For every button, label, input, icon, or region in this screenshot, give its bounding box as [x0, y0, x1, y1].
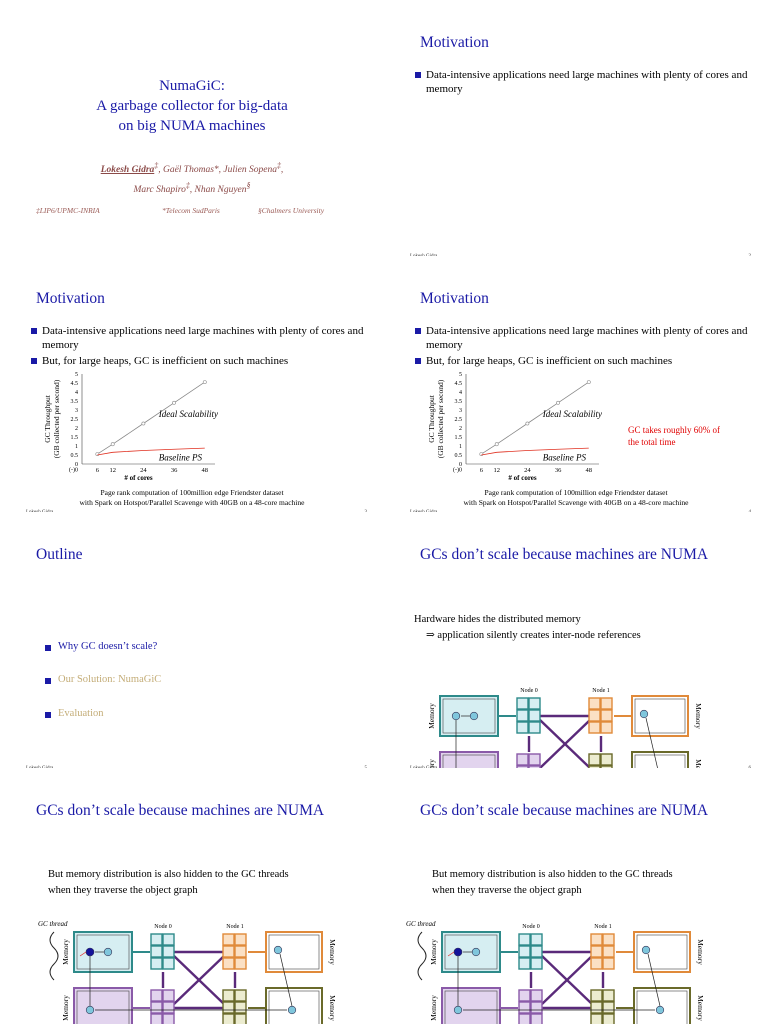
cpu-core: [519, 1002, 530, 1013]
y-tick-label: 0: [75, 462, 78, 468]
gc-throughput-chart: [404, 368, 624, 486]
bullet-item: But, for large heaps, GC is inefficient on such machines: [414, 354, 754, 368]
x-tick-label: 12: [493, 467, 500, 474]
numa-diagram: [404, 916, 724, 1024]
memory-label: Memory: [694, 703, 703, 729]
x-tick-label: 36: [170, 467, 178, 474]
cpu-core: [591, 1014, 602, 1024]
cpu-core: [223, 934, 234, 945]
x-tick-label: 48: [585, 467, 593, 474]
cpu-grid: [151, 934, 174, 969]
cpu-core: [517, 722, 528, 733]
cpu-core: [235, 958, 246, 969]
slide-title: GCs don’t scale because machines are NUMA: [36, 802, 325, 819]
y-tick-label: (-)0: [69, 467, 78, 474]
paper-title: NumaGiC: A garbage collector for big-data on big NUMA machines: [96, 78, 288, 134]
bullet-item: Data-intensive applications need large machines with plenty of cores and memory: [414, 68, 754, 96]
y-tick-label: 4: [459, 390, 462, 396]
gc-thread-squiggle: [50, 932, 58, 980]
memory-label: Memory: [696, 995, 705, 1021]
x-tick-label: 24: [140, 467, 147, 474]
memory-box: [634, 932, 690, 972]
slide-6: [384, 512, 768, 785]
cpu-core: [223, 946, 234, 957]
memory-label: Memory: [328, 939, 337, 965]
cpu-core: [519, 958, 530, 969]
y-tick-label: 1: [459, 444, 462, 450]
cpu-core: [163, 958, 174, 969]
cpu-core: [591, 946, 602, 957]
lead-author: Lokesh Gidra: [100, 165, 155, 176]
memory-label: Memory: [694, 759, 703, 785]
memory-box: [440, 752, 498, 768]
bullet-item: But, for large heaps, GC is inefficient on such machines: [30, 354, 370, 368]
heap-object: [104, 948, 112, 956]
y-tick-label: 3: [459, 408, 462, 414]
y-tick-label: 3.5: [454, 399, 462, 405]
cpu-grid: [591, 934, 614, 969]
y-tick-label: 3.5: [70, 399, 78, 405]
cpu-core: [601, 722, 612, 733]
node-label: Node 0: [520, 688, 538, 694]
slide-text: But memory distribution is also hidden to the GC threads when they traverse the object graph: [48, 869, 289, 896]
heap-object: [452, 712, 460, 720]
cpu-core: [591, 958, 602, 969]
memory-box: [442, 988, 500, 1024]
y-tick-label: 1.5: [454, 435, 462, 441]
slide-title: Motivation: [420, 290, 489, 307]
bullet-list: [30, 324, 370, 370]
memory-box: [266, 988, 322, 1024]
cpu-core: [589, 710, 600, 721]
bullet-item: Data-intensive applications need large machines with plenty of cores and memory: [414, 324, 754, 352]
node-label: Node 0: [522, 924, 540, 930]
x-axis-label: # of cores: [124, 474, 153, 482]
memory-label: Memory: [328, 995, 337, 1021]
slide-1: [0, 0, 384, 256]
y-tick-label: 4.5: [70, 381, 78, 387]
cpu-core: [517, 698, 528, 709]
y-tick-label: 4: [75, 390, 78, 396]
cpu-core: [223, 1002, 234, 1013]
ideal-point: [111, 443, 114, 446]
ideal-point: [203, 381, 206, 384]
memory-label: Memory: [427, 703, 436, 729]
memory-box: [632, 752, 688, 768]
memory-label: Memory: [696, 939, 705, 965]
y-tick-label: 1.5: [70, 435, 78, 441]
cpu-core: [235, 934, 246, 945]
x-tick-label: 48: [201, 467, 209, 474]
cpu-core: [529, 710, 540, 721]
cpu-core: [529, 698, 540, 709]
cpu-core: [529, 722, 540, 733]
bullet-list: [414, 68, 754, 98]
y-tick-label: 0.5: [454, 453, 462, 459]
cpu-core: [151, 946, 162, 957]
cpu-core: [235, 1014, 246, 1024]
outline-item-solution: Our Solution: NumaGiC: [46, 674, 161, 685]
cpu-core: [601, 754, 612, 765]
ideal-point: [526, 422, 529, 425]
cpu-core: [163, 1002, 174, 1013]
cpu-core: [603, 990, 614, 1001]
gc-time-note: GC takes roughly 60% of the total time: [628, 425, 720, 447]
cpu-core: [531, 1014, 542, 1024]
cpu-core: [589, 698, 600, 709]
cpu-core: [603, 1014, 614, 1024]
cpu-core: [591, 1002, 602, 1013]
slide-4: [384, 256, 768, 512]
memory-box: [634, 988, 690, 1024]
gc-thread-label: GC thread: [38, 920, 68, 928]
heap-object: [640, 710, 648, 718]
author-list: Lokesh Gidra‡, Gaël Thomas*, Julien Sopena‡, Marc Shapiro‡, Nhan Nguyen§: [100, 161, 284, 196]
cpu-core: [223, 1014, 234, 1024]
slide-7: [0, 768, 384, 1024]
slide-text: Hardware hides the distributed memory ⇒ application silently creates inter-node references: [414, 614, 641, 641]
cpu-core: [601, 698, 612, 709]
numa-diagram: [36, 916, 356, 1024]
cpu-core: [589, 754, 600, 765]
cpu-core: [519, 1014, 530, 1024]
chart-caption: Page rank computation of 100million edge Friendster dataset with Spark on Hotspot/Parallel Scavenge with 40GB on a 48-core machine: [79, 488, 305, 507]
memory-label: Memory: [429, 995, 438, 1021]
memory-label: Memory: [429, 939, 438, 965]
cpu-grid: [517, 754, 540, 768]
heap-object: [86, 948, 94, 956]
ideal-point: [172, 401, 175, 404]
memory-label: Memory: [61, 995, 70, 1021]
slide-text: But memory distribution is also hidden to the GC threads when they traverse the object graph: [432, 869, 673, 896]
ideal-series-label: Ideal Scalability: [542, 409, 602, 420]
cpu-grid: [223, 990, 246, 1024]
slide-title: Motivation: [36, 290, 105, 307]
cpu-grid: [519, 990, 542, 1024]
cpu-core: [223, 958, 234, 969]
memory-box: [632, 696, 688, 736]
cpu-core: [591, 990, 602, 1001]
y-tick-label: 5: [75, 372, 78, 378]
cpu-core: [531, 1002, 542, 1013]
slide-title: GCs don’t scale because machines are NUMA: [420, 546, 709, 563]
outline-item-evaluation: Evaluation: [46, 708, 104, 719]
memory-box: [74, 988, 132, 1024]
cpu-core: [589, 722, 600, 733]
slide-title: Outline: [36, 546, 83, 563]
slide-title: Motivation: [420, 34, 489, 51]
cpu-core: [151, 1002, 162, 1013]
cpu-core: [163, 934, 174, 945]
bullet-list: [414, 324, 754, 370]
heap-object: [642, 946, 650, 954]
heap-object: [454, 1006, 462, 1014]
y-tick-label: 0.5: [70, 453, 78, 459]
x-tick-label: 6: [95, 467, 99, 474]
heap-object: [454, 948, 462, 956]
x-tick-label: 12: [109, 467, 116, 474]
cpu-core: [163, 1014, 174, 1024]
y-tick-label: 2: [459, 426, 462, 432]
bullet-item: Data-intensive applications need large machines with plenty of cores and memory: [30, 324, 370, 352]
y-axis-label: GC Throughput: [43, 395, 52, 443]
y-tick-label: 2: [75, 426, 78, 432]
cpu-grid: [591, 990, 614, 1024]
cpu-core: [531, 934, 542, 945]
cpu-core: [519, 946, 530, 957]
slide-8: [384, 768, 768, 1024]
outline-item-why-gc: Why GC doesn’t scale?: [46, 641, 157, 652]
y-axis-label: GC Throughput: [427, 395, 436, 443]
cpu-core: [603, 934, 614, 945]
cpu-core: [603, 1002, 614, 1013]
y-axis-label: (GB collected per second): [436, 379, 445, 459]
gc-throughput-chart: [20, 368, 240, 486]
y-tick-label: 2.5: [70, 417, 78, 423]
cpu-core: [163, 946, 174, 957]
ideal-series-label: Ideal Scalability: [158, 409, 218, 420]
x-tick-label: 24: [524, 467, 531, 474]
y-tick-label: (-)0: [453, 467, 462, 474]
slide-2: [384, 0, 768, 256]
cpu-core: [531, 958, 542, 969]
affiliation-lip6: ‡LIP6/UPMC-INRIA: [36, 206, 100, 215]
cpu-grid: [519, 934, 542, 969]
cpu-core: [601, 710, 612, 721]
cpu-core: [531, 990, 542, 1001]
cpu-core: [603, 958, 614, 969]
cpu-grid: [151, 990, 174, 1024]
cpu-core: [151, 990, 162, 1001]
cpu-core: [591, 934, 602, 945]
node-label: Node 1: [592, 688, 610, 694]
numa-diagram: [418, 662, 738, 785]
y-tick-label: 4.5: [454, 381, 462, 387]
cpu-grid: [517, 698, 540, 733]
x-tick-label: 6: [479, 467, 483, 474]
baseline-series-label: Baseline PS: [158, 452, 202, 463]
cpu-core: [517, 754, 528, 765]
ideal-point: [587, 381, 590, 384]
ideal-point: [480, 453, 483, 456]
y-tick-label: 2.5: [454, 417, 462, 423]
cpu-core: [151, 934, 162, 945]
cpu-core: [235, 946, 246, 957]
gc-thread-label: GC thread: [406, 920, 436, 928]
cpu-grid: [223, 934, 246, 969]
y-tick-label: 5: [459, 372, 462, 378]
x-axis-label: # of cores: [508, 474, 537, 482]
affiliation-telecom: *Telecom SudParis: [162, 206, 220, 215]
node-label: Node 0: [154, 924, 172, 930]
heap-object: [470, 712, 478, 720]
ideal-point: [142, 422, 145, 425]
node-label: Node 1: [226, 924, 244, 930]
ideal-point: [495, 443, 498, 446]
cpu-core: [235, 1002, 246, 1013]
memory-label: Memory: [427, 759, 436, 785]
baseline-series-label: Baseline PS: [542, 452, 586, 463]
cpu-core: [531, 946, 542, 957]
affiliation-chalmers: §Chalmers University: [258, 206, 325, 215]
ideal-point: [96, 453, 99, 456]
cpu-core: [519, 934, 530, 945]
cpu-grid: [589, 754, 612, 768]
chart-caption: Page rank computation of 100million edge Friendster dataset with Spark on Hotspot/Parallel Scavenge with 40GB on a 48-core machine: [463, 488, 689, 507]
heap-object: [274, 946, 282, 954]
ideal-point: [556, 401, 559, 404]
slide-title: GCs don’t scale because machines are NUMA: [420, 802, 709, 819]
x-tick-label: 36: [554, 467, 562, 474]
heap-object: [656, 1006, 664, 1014]
gc-thread-squiggle: [418, 932, 426, 980]
heap-object: [288, 1006, 296, 1014]
slide-3: [0, 256, 384, 512]
node-label: Node 1: [594, 924, 612, 930]
cpu-core: [235, 990, 246, 1001]
cpu-core: [163, 990, 174, 1001]
y-tick-label: 1: [75, 444, 78, 450]
heap-object: [86, 1006, 94, 1014]
slide-5: [0, 512, 384, 768]
cpu-core: [517, 710, 528, 721]
heap-object: [472, 948, 480, 956]
memory-label: Memory: [61, 939, 70, 965]
cpu-core: [603, 946, 614, 957]
cpu-core: [529, 754, 540, 765]
cpu-core: [223, 990, 234, 1001]
cpu-core: [519, 990, 530, 1001]
y-tick-label: 3: [75, 408, 78, 414]
y-axis-label: (GB collected per second): [52, 379, 61, 459]
memory-box: [266, 932, 322, 972]
cpu-core: [151, 958, 162, 969]
y-tick-label: 0: [459, 462, 462, 468]
cpu-grid: [589, 698, 612, 733]
cpu-core: [151, 1014, 162, 1024]
